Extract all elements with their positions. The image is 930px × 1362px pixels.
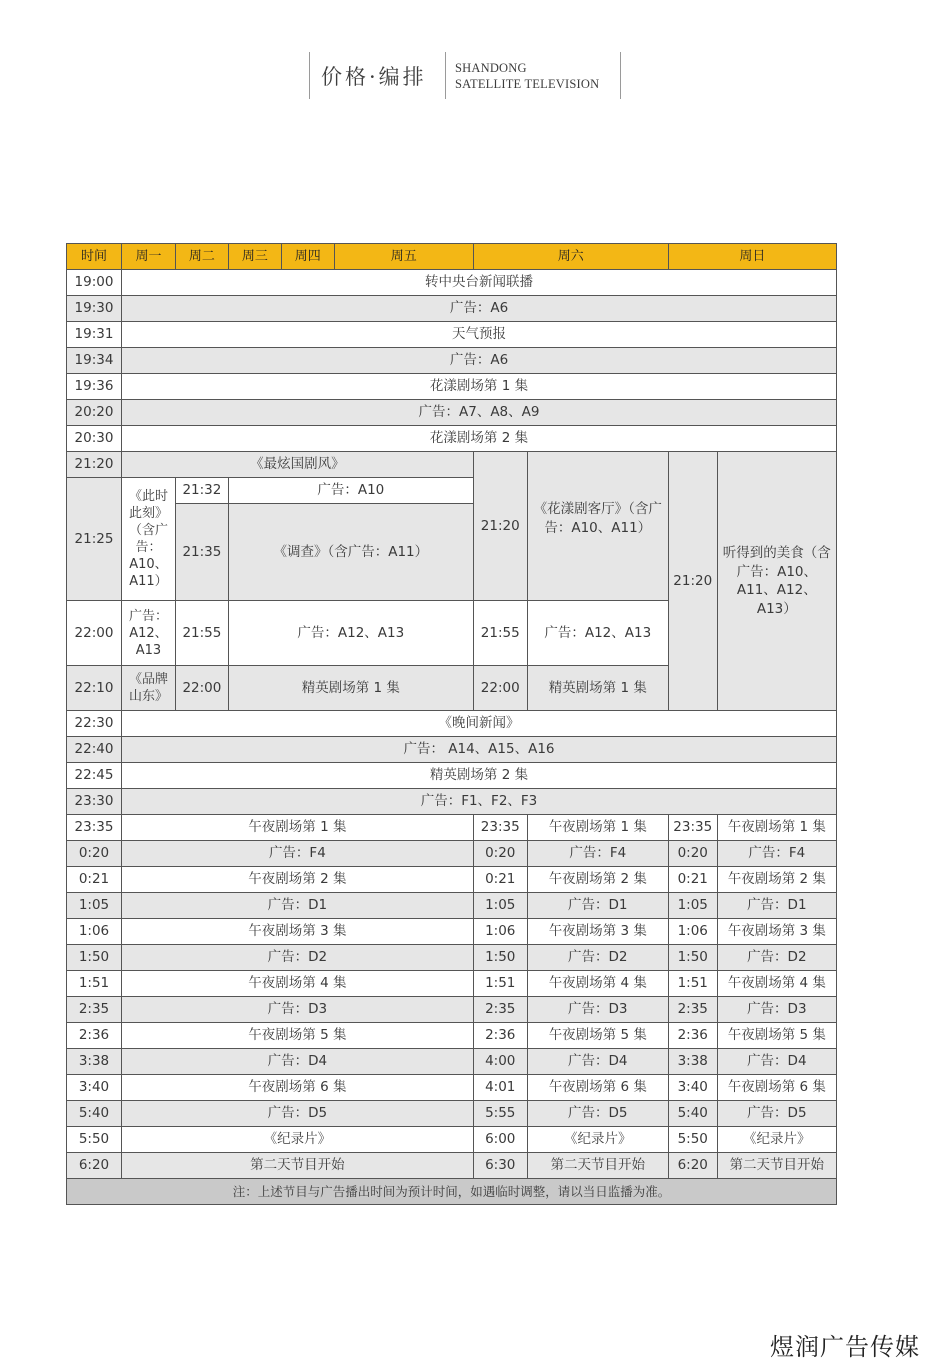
program-cell: 广告：A10: [228, 478, 473, 504]
time-cell: 1:05: [67, 893, 122, 919]
time-cell: 19:34: [67, 348, 122, 374]
time-cell: 21:20: [473, 452, 527, 601]
time-cell: 22:10: [67, 666, 122, 711]
time-cell: 0:20: [668, 841, 717, 867]
channel-name-line1: SHANDONG: [455, 61, 527, 75]
time-cell: 0:21: [473, 867, 527, 893]
time-cell: 21:25: [67, 478, 122, 601]
schedule-row: [67, 1049, 837, 1075]
schedule-row: [67, 322, 837, 348]
schedule-row: [67, 1101, 837, 1127]
header-row: [67, 244, 837, 270]
time-cell: 1:51: [668, 971, 717, 997]
col-header-sat: 周六: [473, 244, 668, 270]
brand-watermark: 煜润广告传媒: [770, 1333, 920, 1361]
time-cell: 2:36: [473, 1023, 527, 1049]
header-divider-left: [309, 52, 310, 99]
schedule-row: [67, 815, 837, 841]
program-cell: 广告：A12、A13: [121, 601, 175, 666]
time-cell: 2:35: [668, 997, 717, 1023]
channel-name: [455, 60, 599, 92]
time-cell: 19:00: [67, 270, 122, 296]
program-cell: 听得到的美食（含广告：A10、A11、A12、A13）: [717, 452, 836, 711]
time-cell: 3:38: [668, 1049, 717, 1075]
program-cell: 午夜剧场第 1 集: [527, 815, 668, 841]
time-cell: 23:35: [668, 815, 717, 841]
time-cell: 6:20: [67, 1153, 122, 1179]
time-cell: 22:00: [473, 666, 527, 711]
time-cell: 1:51: [473, 971, 527, 997]
channel-name-line2: SATELLITE TELEVISION: [455, 77, 600, 91]
time-cell: 22:00: [175, 666, 228, 711]
col-header-time: 时间: [67, 244, 122, 270]
program-cell: 《花漾剧客厅》（含广告：A10、A11）: [527, 452, 668, 601]
schedule-row: [67, 789, 837, 815]
col-header-wed: 周三: [228, 244, 281, 270]
program-cell: 《调查》（含广告：A11）: [228, 504, 473, 601]
schedule-table: [66, 243, 837, 1205]
program-cell: 午夜剧场第 3 集: [527, 919, 668, 945]
col-header-fri: 周五: [334, 244, 473, 270]
program-cell: 广告：A12、A13: [527, 601, 668, 666]
time-cell: 2:36: [67, 1023, 122, 1049]
time-cell: 6:20: [668, 1153, 717, 1179]
time-cell: 21:55: [473, 601, 527, 666]
program-cell: 广告：A6: [121, 348, 836, 374]
program-cell: 广告：D5: [717, 1101, 836, 1127]
schedule-row: [67, 400, 837, 426]
col-header-mon: 周一: [121, 244, 175, 270]
col-header-tue: 周二: [175, 244, 228, 270]
program-cell: 花漾剧场第 1 集: [121, 374, 836, 400]
note-row: [67, 1179, 837, 1205]
program-cell: 《纪录片》: [527, 1127, 668, 1153]
program-cell: 午夜剧场第 2 集: [121, 867, 473, 893]
time-cell: 5:50: [668, 1127, 717, 1153]
time-cell: 23:35: [67, 815, 122, 841]
time-cell: 21:55: [175, 601, 228, 666]
schedule-row: [67, 711, 837, 737]
time-cell: 1:06: [67, 919, 122, 945]
program-cell: 广告：A6: [121, 296, 836, 322]
program-cell: 午夜剧场第 3 集: [121, 919, 473, 945]
schedule-row: [67, 763, 837, 789]
program-cell: 广告：D5: [527, 1101, 668, 1127]
program-cell: 《此时此刻》（含广告：A10、A11）: [121, 478, 175, 601]
program-cell: 广告：F1、F2、F3: [121, 789, 836, 815]
time-cell: 19:30: [67, 296, 122, 322]
time-cell: 5:50: [67, 1127, 122, 1153]
time-cell: 5:40: [67, 1101, 122, 1127]
program-cell: 广告：D2: [717, 945, 836, 971]
program-cell: 花漾剧场第 2 集: [121, 426, 836, 452]
schedule-row: [67, 374, 837, 400]
time-cell: 6:30: [473, 1153, 527, 1179]
program-cell: 第二天节目开始: [121, 1153, 473, 1179]
schedule-row: [67, 867, 837, 893]
schedule-row: [67, 737, 837, 763]
page-title: 价格·编排: [321, 65, 427, 89]
program-cell: 《纪录片》: [121, 1127, 473, 1153]
program-cell: 午夜剧场第 3 集: [717, 919, 836, 945]
time-cell: 21:32: [175, 478, 228, 504]
time-cell: 0:20: [473, 841, 527, 867]
time-cell: 22:45: [67, 763, 122, 789]
program-cell: 广告：F4: [527, 841, 668, 867]
time-cell: 1:50: [67, 945, 122, 971]
schedule-row: [67, 296, 837, 322]
schedule-row: [67, 426, 837, 452]
program-cell: 转中央台新闻联播: [121, 270, 836, 296]
program-cell: 午夜剧场第 4 集: [717, 971, 836, 997]
time-cell: 1:51: [67, 971, 122, 997]
time-cell: 2:35: [67, 997, 122, 1023]
schedule-row: [67, 971, 837, 997]
program-cell: 广告：F4: [717, 841, 836, 867]
program-cell: 第二天节目开始: [717, 1153, 836, 1179]
program-cell: 午夜剧场第 2 集: [717, 867, 836, 893]
time-cell: 20:30: [67, 426, 122, 452]
schedule-row: [67, 1075, 837, 1101]
schedule-row: [67, 841, 837, 867]
program-cell: 广告：D2: [527, 945, 668, 971]
program-cell: 广告：D3: [717, 997, 836, 1023]
program-cell: 《最炫国剧风》: [121, 452, 473, 478]
time-cell: 1:06: [473, 919, 527, 945]
time-cell: 1:50: [473, 945, 527, 971]
program-cell: 午夜剧场第 6 集: [121, 1075, 473, 1101]
program-cell: 第二天节目开始: [527, 1153, 668, 1179]
program-cell: 广告：D1: [121, 893, 473, 919]
time-cell: 5:40: [668, 1101, 717, 1127]
time-cell: 0:21: [668, 867, 717, 893]
schedule-row: [67, 348, 837, 374]
program-cell: 午夜剧场第 1 集: [717, 815, 836, 841]
schedule-row: [67, 997, 837, 1023]
schedule-row: [67, 1153, 837, 1179]
program-cell: 广告：D5: [121, 1101, 473, 1127]
time-cell: 22:30: [67, 711, 122, 737]
program-cell: 广告：D3: [527, 997, 668, 1023]
program-cell: 广告：D4: [717, 1049, 836, 1075]
time-cell: 3:40: [668, 1075, 717, 1101]
time-cell: 19:36: [67, 374, 122, 400]
program-cell: 午夜剧场第 6 集: [527, 1075, 668, 1101]
schedule-row: [67, 893, 837, 919]
time-cell: 2:36: [668, 1023, 717, 1049]
program-cell: 精英剧场第 2 集: [121, 763, 836, 789]
schedule-row: [67, 1023, 837, 1049]
program-cell: 午夜剧场第 6 集: [717, 1075, 836, 1101]
program-cell: 广告：D2: [121, 945, 473, 971]
time-cell: 19:31: [67, 322, 122, 348]
schedule-row: [67, 270, 837, 296]
col-header-sun: 周日: [668, 244, 836, 270]
program-cell: 精英剧场第 1 集: [527, 666, 668, 711]
time-cell: 22:00: [67, 601, 122, 666]
program-cell: 广告：A7、A8、A9: [121, 400, 836, 426]
program-cell: 午夜剧场第 2 集: [527, 867, 668, 893]
time-cell: 21:35: [175, 504, 228, 601]
program-cell: 广告：D1: [717, 893, 836, 919]
time-cell: 4:00: [473, 1049, 527, 1075]
time-cell: 22:40: [67, 737, 122, 763]
program-cell: 《品牌山东》: [121, 666, 175, 711]
program-cell: 午夜剧场第 5 集: [717, 1023, 836, 1049]
time-cell: 23:35: [473, 815, 527, 841]
time-cell: 23:30: [67, 789, 122, 815]
schedule-row: [67, 919, 837, 945]
program-cell: 午夜剧场第 5 集: [121, 1023, 473, 1049]
schedule-row: [67, 452, 837, 478]
program-cell: 《晚间新闻》: [121, 711, 836, 737]
time-cell: 0:21: [67, 867, 122, 893]
time-cell: 0:20: [67, 841, 122, 867]
time-cell: 20:20: [67, 400, 122, 426]
program-cell: 广告：D4: [527, 1049, 668, 1075]
program-cell: 午夜剧场第 5 集: [527, 1023, 668, 1049]
schedule-row: [67, 1127, 837, 1153]
program-cell: 广告：D3: [121, 997, 473, 1023]
time-cell: 21:20: [67, 452, 122, 478]
time-cell: 1:05: [668, 893, 717, 919]
program-cell: 广告：A12、A13: [228, 601, 473, 666]
program-cell: 广告：F4: [121, 841, 473, 867]
time-cell: 1:05: [473, 893, 527, 919]
program-cell: 天气预报: [121, 322, 836, 348]
col-header-thu: 周四: [281, 244, 334, 270]
footnote: 注：上述节目与广告播出时间为预计时间，如遇临时调整，请以当日监播为准。: [67, 1179, 837, 1205]
time-cell: 1:50: [668, 945, 717, 971]
time-cell: 2:35: [473, 997, 527, 1023]
program-cell: 《纪录片》: [717, 1127, 836, 1153]
time-cell: 3:38: [67, 1049, 122, 1075]
time-cell: 21:20: [668, 452, 717, 711]
time-cell: 3:40: [67, 1075, 122, 1101]
header-divider-middle: [445, 52, 446, 99]
header-divider-right: [620, 52, 621, 99]
program-cell: 广告： A14、A15、A16: [121, 737, 836, 763]
program-cell: 午夜剧场第 4 集: [121, 971, 473, 997]
program-cell: 精英剧场第 1 集: [228, 666, 473, 711]
time-cell: 4:01: [473, 1075, 527, 1101]
program-cell: 广告：D4: [121, 1049, 473, 1075]
program-cell: 午夜剧场第 1 集: [121, 815, 473, 841]
time-cell: 5:55: [473, 1101, 527, 1127]
time-cell: 6:00: [473, 1127, 527, 1153]
program-cell: 广告：D1: [527, 893, 668, 919]
program-cell: 午夜剧场第 4 集: [527, 971, 668, 997]
schedule-row: [67, 945, 837, 971]
time-cell: 1:06: [668, 919, 717, 945]
